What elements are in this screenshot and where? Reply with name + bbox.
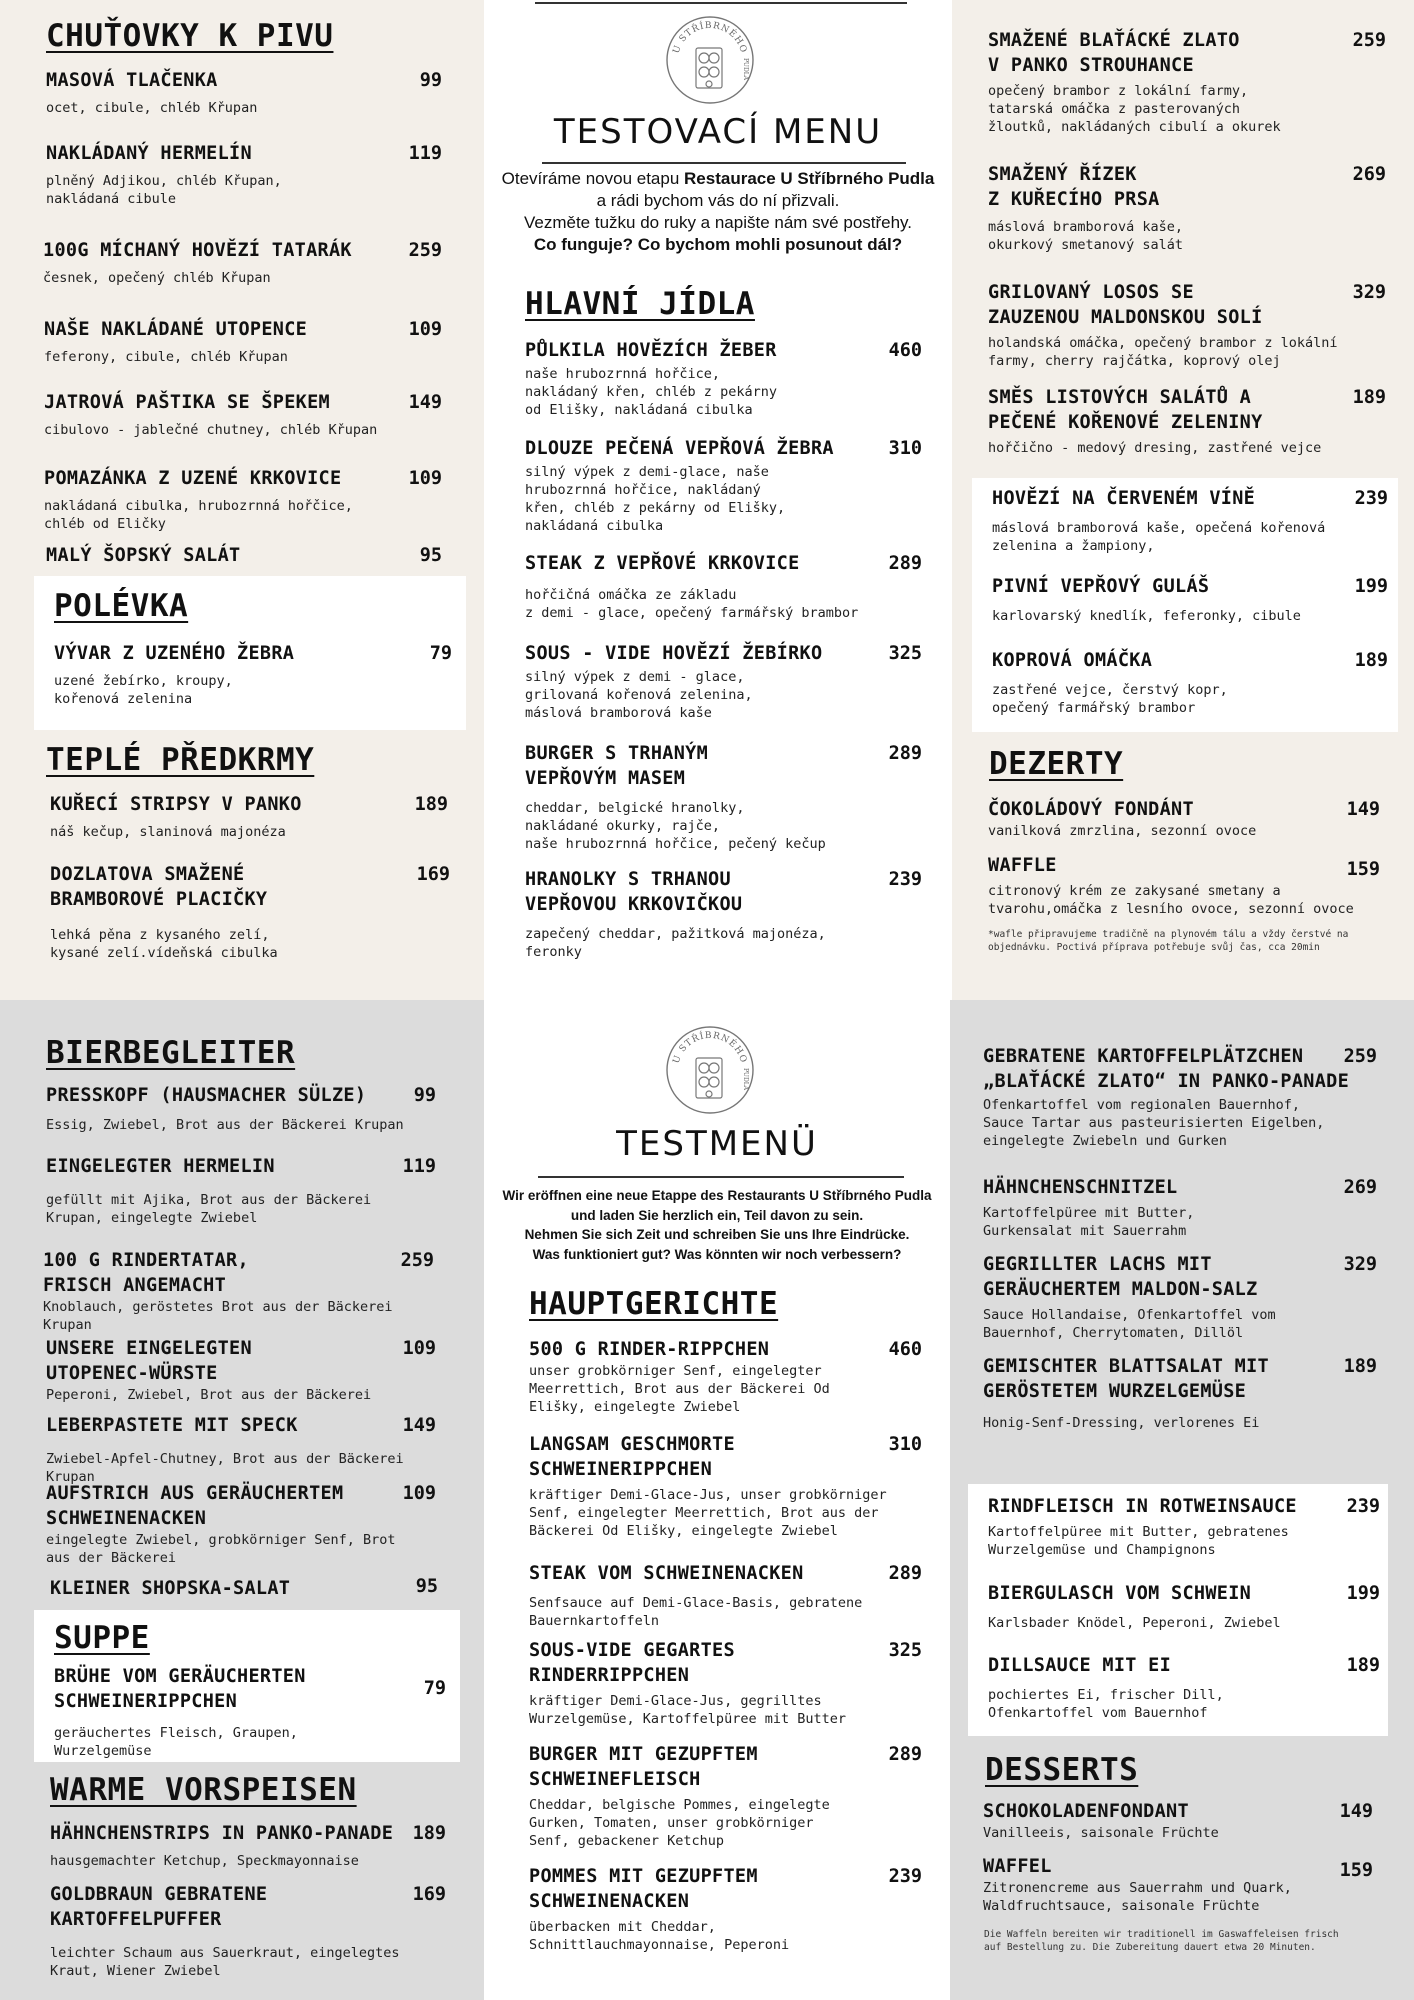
intro-line [484,212,952,234]
item-price: 189 [412,1823,446,1844]
item-price: 310 [888,1434,922,1455]
item-desc: Honig-Senf-Dressing, verlorenes Ei [983,1415,1260,1431]
item-desc: holandská omáčka, opečený brambor z lokální farmy, cherry rajčátka, koprový olej [988,335,1338,369]
item-desc: überbacken mit Cheddar, Schnittlauchmayonnaise, Peperoni [529,1919,790,1953]
menu-item [46,1154,436,1227]
item-desc: leichter Schaum aus Sauerkraut, eingelegtes Kraut, Wiener Zwiebel [50,1945,400,1979]
intro-line: Was funktioniert gut? Was könnten wir noch verbessern? [532,1246,902,1262]
item-name: MASOVÁ TLAČENKA [46,70,218,91]
item-name: UNSERE EINGELEGTEN UTOPENEC-WÜRSTE [46,1338,252,1384]
item-name: KOPROVÁ OMÁČKA [992,650,1153,671]
item-desc: eingelegte Zwiebel, grobkörniger Senf, Brot aus der Bäckerei [46,1532,396,1566]
menu-item [54,1664,446,1760]
item-desc: máslová bramborová kaše, okurkový smetanový salát [988,219,1184,253]
item-desc: Knoblauch, geröstetes Brot aus der Bäckerei Krupan [43,1299,393,1333]
restaurant-logo [664,1024,756,1116]
item-desc: Sauce Hollandaise, Ofenkartoffel vom Bauernhof, Cherrytomaten, Dillöl [983,1307,1276,1341]
menu-item [43,1248,436,1334]
item-price: 109 [402,1483,436,1504]
item-price: 259 [1343,1046,1377,1067]
item-desc: Kartoffelpüree mit Butter, Gurkensalat mit Sauerrahm [983,1205,1195,1239]
menu-item [50,1576,436,1601]
item-price: 329 [1343,1254,1377,1275]
item-desc: silný výpek z demi - glace, grilovaná kořenová zelenina, máslová bramborová kaše [525,669,753,721]
item-name: NAŠE NAKLÁDANÉ UTOPENCE [44,319,308,340]
title-rule [542,162,906,164]
item-desc: citronový krém ze zakysané smetany a tvarohu,omáčka z lesního ovoce, sezonní ovoce [988,883,1354,917]
title-rule [538,1176,904,1178]
item-desc: Kartoffelpüree mit Butter, gebratenes Wurzelgemüse und Champignons [988,1524,1289,1558]
item-price: 239 [888,1866,922,1887]
item-desc: cibulovo - jablečné chutney, chléb Křupan [44,422,378,438]
item-name: GEMISCHTER BLATTSALAT MIT GERÖSTETEM WURZELGEMÜSE [983,1356,1269,1402]
item-price: 289 [888,553,922,574]
menu-item [988,797,1384,840]
item-price: 189 [1346,1655,1380,1676]
item-desc: uzené žebírko, kroupy, kořenová zelenina [54,673,233,707]
item-desc: feferony, cibule, chléb Křupan [44,349,288,365]
item-price: 325 [888,1640,922,1661]
item-price: 269 [1343,1177,1377,1198]
menu-item [988,162,1386,254]
section-title: HLAVNÍ JÍDLA [525,286,755,322]
item-name: 100 G RINDERTATAR, FRISCH ANGEMACHT [43,1250,249,1296]
item-name: SMAŽENÝ ŘÍZEK Z KUŘECÍHO PRSA [988,164,1160,210]
item-desc: zapečený cheddar, pažitková majonéza, feronky [525,926,826,960]
item-name: HRANOLKY S TRHANOU VEPŘOVOU KRKOVIČKOU [525,869,743,915]
item-price: 109 [402,1338,436,1359]
menu-item [43,238,442,287]
item-desc: silný výpek z demi-glace, naše hrubozrnná hořčice, nakládaný křen, chléb z pekárny od Elišky, nakládaná cibulka [525,464,786,534]
item-name: JATROVÁ PAŠTIKA SE ŠPEKEM [44,392,330,413]
item-name: STEAK Z VEPŘOVÉ KRKOVICE [525,553,800,574]
item-name: GOLDBRAUN GEBRATENE KARTOFFELPUFFER [50,1884,268,1930]
logo-side-text: PUDLA [742,1068,749,1091]
section-title: HAUPTGERICHTE [529,1286,779,1322]
item-price: 239 [1346,1496,1380,1517]
menu-item [525,641,922,722]
intro-line [484,190,952,212]
item-name: 100G MÍCHANÝ HOVĚZÍ TATARÁK [43,240,352,261]
intro-bold: Co funguje? Co bychom mohli posunout dál? [533,235,903,254]
menu-item [983,1044,1383,1150]
item-price: 239 [1354,488,1388,509]
menu-item [525,338,922,419]
intro-plain: Vezměte tužku do ruky a napište nám své postřehy. [523,213,913,232]
section-title: SUPPE [54,1620,150,1656]
restaurant-logo [664,14,756,106]
item-price: 259 [400,1250,434,1271]
item-price: 149 [402,1415,436,1436]
item-name: GEGRILLTER LACHS MIT GERÄUCHERTEM MALDON-SALZ [983,1254,1258,1300]
item-price: 189 [1354,650,1388,671]
item-price: 109 [408,468,442,489]
item-name: POMAZÁNKA Z UZENÉ KRKOVICE [44,468,342,489]
poodle-emblem-icon [664,14,756,106]
item-desc: gefüllt mit Ajika, Brot aus der Bäckerei Krupan, eingelegte Zwiebel [46,1192,372,1226]
menu-item [992,574,1388,625]
item-name: DLOUZE PEČENÁ VEPŘOVÁ ŽEBRA [525,438,834,459]
menu-item [46,543,442,568]
menu-item [529,1337,922,1416]
item-name: DILLSAUCE MIT EI [988,1655,1172,1676]
logo-arc-text: U STŘÍBRNÉHO [671,1030,749,1065]
menu-item [525,551,922,622]
menu-item [983,1854,1377,1915]
intro-line: und laden Sie herzlich ein, Teil davon zu sein. [570,1207,864,1223]
item-name: PŮLKILA HOVĚZÍCH ŽEBER [525,340,777,361]
menu-item [44,466,442,533]
item-name: WAFFLE [988,855,1057,876]
item-price: 239 [888,869,922,890]
item-name: GEBRATENE KARTOFFELPLÄTZCHEN „BLAŤÁCKÉ ZLATO“ IN PANKO-PANADE [983,1046,1350,1092]
top-rule [535,2,907,4]
item-name: STEAK VOM SCHWEINENACKEN [529,1563,804,1584]
item-name: GRILOVANÝ LOSOS SE ZAUZENOU MALDONSKOU SOLÍ [988,282,1263,328]
menu-item [992,486,1388,555]
item-price: 159 [1346,859,1380,880]
item-name: HOVĚZÍ NA ČERVENÉM VÍNĚ [992,488,1256,509]
item-name: LEBERPASTETE MIT SPECK [46,1415,298,1436]
intro-line: Wir eröffnen eine neue Etappe des Restaurants U Stříbrného Pudla [502,1188,932,1203]
section-title: DESSERTS [985,1752,1139,1788]
item-desc: geräuchertes Fleisch, Graupen, Wurzelgemüse [54,1725,298,1759]
item-price: 169 [416,864,450,885]
menu-item [529,1638,922,1728]
item-price: 460 [888,1339,922,1360]
menu-item [529,1864,922,1954]
menu-item [988,1494,1380,1559]
item-price: 149 [1339,1801,1373,1822]
intro-plain: Otevíráme novou etapu [501,169,685,188]
menu-item [988,28,1386,136]
item-name: POMMES MIT GEZUPFTEM SCHWEINENACKEN [529,1866,758,1912]
item-name: ČOKOLÁDOVÝ FONDÁNT [988,799,1194,820]
item-desc: Karlsbader Knödel, Peperoni, Zwiebel [988,1615,1281,1631]
item-name: SCHOKOLADENFONDANT [983,1801,1189,1822]
menu-item [529,1432,922,1540]
menu-item [983,1799,1377,1842]
item-price: 79 [423,1678,446,1699]
item-name: BURGER MIT GEZUPFTEM SCHWEINEFLEISCH [529,1744,758,1790]
item-name: AUFSTRICH AUS GERÄUCHERTEM SCHWEINENACKEN [46,1483,344,1529]
menu-item [50,1821,446,1870]
item-name: KUŘECÍ STRIPSY V PANKO [50,794,302,815]
item-price: 149 [1346,799,1380,820]
intro-line: Nehmen Sie sich Zeit und schreiben Sie uns Ihre Eindrücke. [524,1227,910,1242]
section-title: POLÉVKA [54,588,189,624]
menu-item [983,1252,1383,1342]
menu-item [44,390,442,439]
item-price: 99 [419,70,442,91]
logo-arc-text: U STŘÍBRNÉHO [671,20,749,55]
item-desc: Essig, Zwiebel, Brot aus der Bäckerei Krupan [46,1117,404,1133]
item-name: LANGSAM GESCHMORTE SCHWEINERIPPCHEN [529,1434,735,1480]
item-desc: máslová bramborová kaše, opečená kořenová zelenina a žampiony, [992,520,1326,554]
item-price: 99 [413,1085,436,1106]
item-desc: Vanilleeis, saisonale Früchte [983,1825,1219,1841]
menu-title: TESTOVACÍ MENU [553,112,883,152]
item-price: 95 [415,1576,438,1597]
menu-item [988,853,1384,918]
item-desc: Senfsauce auf Demi-Glace-Basis, gebratene Bauernkartoffeln [529,1595,863,1629]
item-price: 189 [414,794,448,815]
item-name: SOUS - VIDE HOVĚZÍ ŽEBÍRKO [525,643,823,664]
item-price: 460 [888,340,922,361]
item-desc: česnek, opečený chléb Křupan [43,270,271,286]
item-desc: Ofenkartoffel vom regionalen Bauernhof, Sauce Tartar aus pasteurisierten Eigelben, eingelegte Zwiebeln und Gurken [983,1097,1325,1149]
section-title: CHUŤOVKY K PIVU [46,18,334,54]
item-desc: hořčično - medový dresing, zastřené vejce [988,440,1322,456]
item-price: 259 [408,240,442,261]
logo-side-text: PUDLA [742,58,749,81]
item-desc: kräftiger Demi-Glace-Jus, unser grobkörniger Senf, eingelegter Meerrettich, Brot aus der Bäckerei Od Elišky, eingelegte Zwiebel [529,1487,887,1539]
item-name: BRÜHE VOM GERÄUCHERTEN SCHWEINERIPPCHEN [54,1666,306,1712]
item-desc: naše hrubozrnná hořčice, nakládaný křen, chléb z pekárny od Elišky, nakládaná cibulka [525,366,777,418]
item-desc: nakládaná cibulka, hrubozrnná hořčice, chléb od Eličky [44,498,353,532]
item-name: NAKLÁDANÝ HERMELÍN [46,143,252,164]
intro-text [484,168,952,256]
item-name: RINDFLEISCH IN ROTWEINSAUCE [988,1496,1297,1517]
item-name: EINGELEGTER HERMELIN [46,1156,275,1177]
menu-item [983,1354,1383,1432]
item-desc: hausgemachter Ketchup, Speckmayonnaise [50,1853,359,1869]
item-desc: hořčičná omáčka ze základu z demi - glace, opečený farmářský brambor [525,587,859,621]
item-desc: unser grobkörniger Senf, eingelegter Meerrettich, Brot aus der Bäckerei Od Elišky, eingelegte Zwiebel [529,1363,830,1415]
menu-item [46,1336,436,1404]
item-desc: zastřené vejce, čerstvý kopr, opečený farmářský brambor [992,682,1228,716]
item-price: 109 [408,319,442,340]
section-title: BIERBEGLEITER [46,1035,296,1071]
item-name: VÝVAR Z UZENÉHO ŽEBRA [54,643,295,664]
item-price: 149 [408,392,442,413]
item-price: 269 [1352,164,1386,185]
item-desc: Zwiebel-Apfel-Chutney, Brot aus der Bäckerei Krupan [46,1451,404,1485]
item-desc: opečený brambor z lokální farmy, tatarská omáčka z pasterovaných žloutků, nakládaných cibulí a okurek [988,83,1281,135]
item-name: SOUS-VIDE GEGARTES RINDERRIPPCHEN [529,1640,735,1686]
item-desc: Peperoni, Zwiebel, Brot aus der Bäckerei [46,1387,372,1403]
menu-item [50,862,450,962]
item-price: 119 [408,143,442,164]
item-desc: Cheddar, belgische Pommes, eingelegte Gurken, Tomaten, unser grobkörniger Senf, gebackener Ketchup [529,1797,830,1849]
menu-item [46,1481,436,1567]
item-price: 159 [1339,1860,1373,1881]
item-name: SMAŽENÉ BLAŤÁCKÉ ZLATO V PANKO STROUHANCE [988,30,1240,76]
item-desc: cheddar, belgické hranolky, nakládané okurky, rajče, naše hrubozrnná hořčice, pečený kečup [525,800,826,852]
menu-item [988,1581,1380,1632]
intro-text [484,1186,950,1264]
item-price: 329 [1352,282,1386,303]
item-price: 289 [888,1744,922,1765]
item-price: 310 [888,438,922,459]
menu-item [529,1742,922,1850]
item-desc: pochiertes Ei, frischer Dill, Ofenkartoffel vom Bauernhof [988,1687,1224,1721]
item-price: 325 [888,643,922,664]
item-desc: lehká pěna z kysaného zelí, kysané zelí.vídeňská cibulka [50,927,278,961]
menu-item [46,141,442,208]
item-price: 289 [888,743,922,764]
item-desc: ocet, cibule, chléb Křupan [46,100,258,116]
item-price: 169 [412,1884,446,1905]
waffle-note: Die Waffeln bereiten wir traditionell im Gaswaffeleisen frisch auf Bestellung zu. Die Zubereitung dauert etwa 20 Minuten. [984,1929,1339,1953]
section-title: TEPLÉ PŘEDKRMY [46,742,315,778]
item-name: PIVNÍ VEPŘOVÝ GULÁŠ [992,576,1210,597]
item-desc: karlovarský knedlík, feferonky, cibule [992,608,1301,624]
item-desc: náš kečup, slaninová majonéza [50,824,286,840]
item-name: MALÝ ŠOPSKÝ SALÁT [46,545,241,566]
menu-item [988,385,1386,457]
menu-item [525,741,922,853]
menu-title: TESTMENÜ [616,1124,818,1164]
intro-line [484,234,952,256]
menu-item [983,1175,1383,1240]
item-name: HÄHNCHENSCHNITZEL [983,1177,1178,1198]
menu-item [46,1083,436,1134]
item-price: 259 [1352,30,1386,51]
item-name: SMĚS LISTOVÝCH SALÁTŮ A PEČENÉ KOŘENOVÉ ZELENINY [988,387,1263,433]
menu-item [529,1561,922,1630]
intro-bold: Restaurace U Stříbrného Pudla [684,169,935,188]
menu-item [988,1653,1380,1722]
intro-line [484,168,952,190]
menu-item [54,641,452,708]
menu-item [46,68,442,117]
menu-item [44,317,442,366]
item-price: 119 [402,1156,436,1177]
item-price: 289 [888,1563,922,1584]
menu-item [992,648,1388,717]
item-price: 199 [1354,576,1388,597]
section-title: WARME VORSPEISEN [50,1772,357,1808]
item-name: DOZLATOVA SMAŽENÉ BRAMBOROVÉ PLACIČKY [50,864,268,910]
item-price: 189 [1343,1356,1377,1377]
item-name: BIERGULASCH VOM SCHWEIN [988,1583,1252,1604]
item-name: 500 G RINDER-RIPPCHEN [529,1339,770,1360]
intro-plain: a rádi bychom vás do ní přizvali. [596,191,840,210]
item-name: BURGER S TRHANÝM VEPŘOVÝM MASEM [525,743,709,789]
svg-text:U STŘÍBRNÉHO [672,20,749,55]
item-price: 199 [1346,1583,1380,1604]
menu-item [50,792,448,841]
item-desc: vanilková zmrzlina, sezonní ovoce [988,823,1257,839]
item-price: 95 [419,545,442,566]
menu-item [525,867,922,961]
waffle-note: *wafle připravujeme tradičně na plynovém tálu a vždy čerstvé na objednávku. Poctivá příprava potřebuje svůj čas, cca 20min [988,929,1349,953]
item-name: WAFFEL [983,1856,1052,1877]
item-price: 189 [1352,387,1386,408]
item-name: PRESSKOPF (HAUSMACHER SÜLZE) [46,1085,367,1106]
item-name: HÄHNCHENSTRIPS IN PANKO-PANADE [50,1823,394,1844]
item-desc: kräftiger Demi-Glace-Jus, gegrilltes Wurzelgemüse, Kartoffelpüree mit Butter [529,1693,846,1727]
section-title: DEZERTY [989,746,1124,782]
poodle-emblem-icon [664,1024,756,1116]
menu-item [525,436,922,535]
menu-item [50,1882,446,1980]
item-name: KLEINER SHOPSKA-SALAT [50,1578,291,1599]
menu-item [46,1413,436,1486]
item-price: 79 [429,643,452,664]
svg-text:U STŘÍBRNÉHO [672,1030,749,1065]
item-desc: plněný Adjikou, chléb Křupan, nakládaná cibule [46,173,282,207]
item-desc: Zitronencreme aus Sauerrahm und Quark, Waldfruchtsauce, saisonale Früchte [983,1880,1292,1914]
menu-item [988,280,1386,370]
